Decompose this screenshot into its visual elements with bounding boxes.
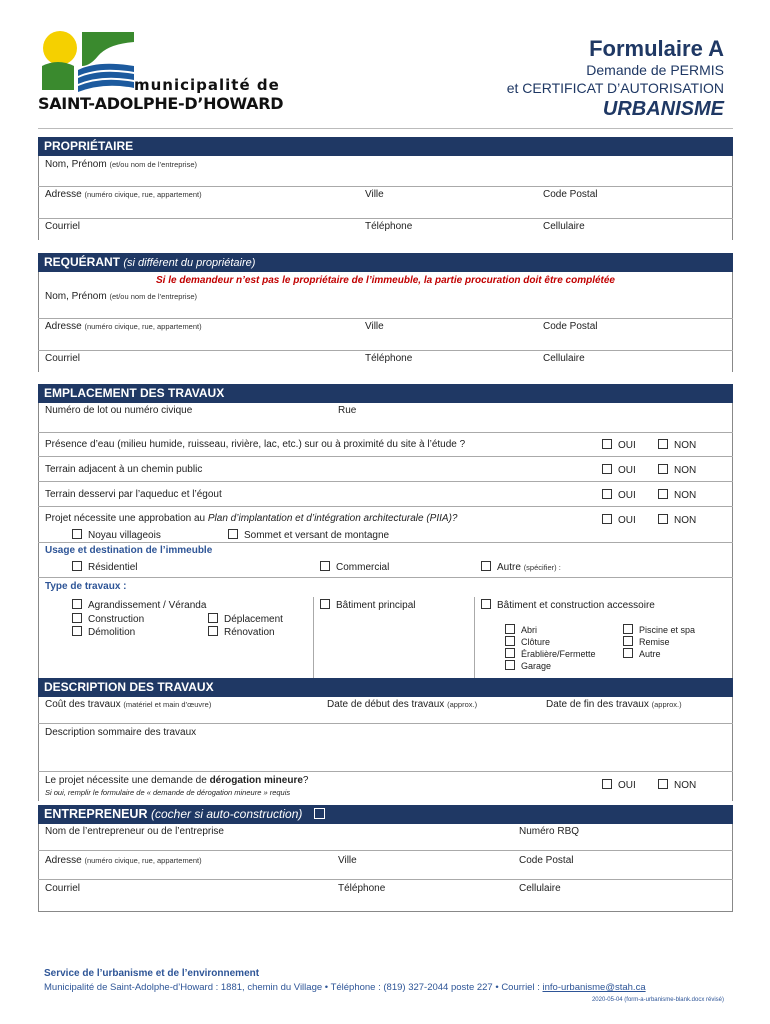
question-chemin-public: Terrain adjacent à un chemin public	[45, 464, 203, 475]
entrepreneur-telephone-label[interactable]: Téléphone	[338, 883, 386, 894]
presence-eau-oui-checkbox[interactable]: OUI	[602, 439, 636, 451]
type-deplacement-checkbox[interactable]: Déplacement	[208, 613, 283, 625]
derogation-non-checkbox[interactable]: NON	[658, 779, 696, 791]
question-presence-eau: Présence d’eau (milieu humide, ruisseau, rivière, lac, etc.) sur ou à proximité du site à l’étude ?	[45, 439, 466, 450]
divider	[38, 350, 733, 351]
entrepreneur-rbq-label[interactable]: Numéro RBQ	[519, 826, 580, 837]
derogation-note: Si oui, remplir le formulaire de « demande de dérogation mineure » requis	[45, 788, 291, 797]
requerant-ville-label[interactable]: Ville	[365, 321, 384, 332]
accessoire-piscine-checkbox[interactable]: Piscine et spa	[623, 624, 695, 635]
section-title: PROPRIÉTAIRE	[44, 139, 134, 153]
section-description-header: DESCRIPTION DES TRAVAUX	[38, 678, 733, 697]
proprietaire-nom-label[interactable]: Nom, Prénom (et/ou nom de l’entreprise)	[45, 159, 198, 170]
proprietaire-ville-label[interactable]: Ville	[365, 189, 384, 200]
footer-service: Service de l’urbanisme et de l’environnement	[44, 968, 260, 979]
description-debut-label[interactable]: Date de début des travaux (approx.)	[327, 699, 478, 710]
requerant-adresse-label[interactable]: Adresse (numéro civique, rue, appartement)	[45, 321, 202, 332]
section-proprietaire-header	[38, 137, 733, 156]
section-requerant-header: REQUÉRANT (si différent du propriétaire)	[38, 253, 733, 272]
requerant-code-postal-label[interactable]: Code Postal	[543, 321, 598, 332]
column-divider	[474, 597, 475, 678]
usage-residentiel-checkbox[interactable]: Résidentiel	[72, 561, 137, 573]
description-cout-label[interactable]: Coût des travaux (matériel et main d’œuvre)	[45, 699, 212, 710]
question-aqueduc: Terrain desservi par l’aqueduc et l’égout	[45, 489, 222, 500]
derogation-oui-checkbox[interactable]: OUI	[602, 779, 636, 791]
form-subtitle-3: URBANISME	[602, 98, 724, 120]
entrepreneur-code-postal-label[interactable]: Code Postal	[519, 855, 574, 866]
accessoire-erabliere-checkbox[interactable]: Érablière/Fermette	[505, 648, 596, 659]
type-construction-checkbox[interactable]: Construction	[72, 613, 144, 625]
accessoire-garage-checkbox[interactable]: Garage	[505, 660, 551, 671]
chemin-public-non-checkbox[interactable]: NON	[658, 464, 696, 476]
description-fin-label[interactable]: Date de fin des travaux (approx.)	[546, 699, 682, 710]
header-divider	[38, 128, 733, 129]
usage-autre-checkbox[interactable]: Autre (spécifier) :	[481, 561, 561, 573]
emplacement-lot-label[interactable]: Numéro de lot ou numéro civique	[45, 405, 193, 416]
type-renovation-checkbox[interactable]: Rénovation	[208, 626, 275, 638]
aqueduc-oui-checkbox[interactable]: OUI	[602, 489, 636, 501]
proprietaire-code-postal-label[interactable]: Code Postal	[543, 189, 598, 200]
column-divider	[313, 597, 314, 678]
piia-oui-checkbox[interactable]: OUI	[602, 514, 636, 526]
form-title: Formulaire A	[589, 36, 724, 61]
form-subtitle-1: Demande de PERMIS	[586, 62, 724, 78]
entrepreneur-cellulaire-label[interactable]: Cellulaire	[519, 883, 561, 894]
footer-revision: 2020-05-04 (form-a-urbanisme-blank.docx révisé)	[591, 997, 724, 1003]
type-travaux-title: Type de travaux :	[45, 581, 127, 592]
divider	[38, 432, 733, 433]
usage-title: Usage et destination de l’immeuble	[45, 545, 213, 556]
entrepreneur-nom-label[interactable]: Nom de l’entrepreneur ou de l’entreprise	[45, 826, 224, 837]
divider	[38, 318, 733, 319]
emplacement-rue-label[interactable]: Rue	[338, 405, 357, 416]
divider	[38, 506, 733, 507]
entrepreneur-ville-label[interactable]: Ville	[338, 855, 357, 866]
question-piia: Projet nécessite une approbation au Plan d’implantation et d’intégration architecturale (PIIA)?	[45, 513, 458, 524]
presence-eau-non-checkbox[interactable]: NON	[658, 439, 696, 451]
divider	[38, 577, 733, 578]
requerant-warning: Si le demandeur n’est pas le propriétaire de l’immeuble, la partie procuration doit être complétée	[155, 275, 615, 286]
form-subtitle-2: et CERTIFICAT D’AUTORISATION	[506, 80, 724, 96]
section-emplacement-header: EMPLACEMENT DES TRAVAUX	[38, 384, 733, 403]
section-entrepreneur-header: ENTREPRENEUR (cocher si auto-construction)	[38, 805, 733, 824]
piia-sommet-montagne-checkbox[interactable]: Sommet et versant de montagne	[228, 529, 389, 541]
type-batiment-principal-checkbox[interactable]: Bâtiment principal	[320, 599, 415, 611]
accessoire-autre-checkbox[interactable]: Autre	[623, 648, 661, 659]
piia-noyau-villageois-checkbox[interactable]: Noyau villageois	[72, 529, 161, 541]
footer-email-link[interactable]: info-urbanisme@stah.ca	[542, 982, 646, 993]
chemin-public-oui-checkbox[interactable]: OUI	[602, 464, 636, 476]
footer-contact: Municipalité de Saint-Adolphe-d’Howard : 1881, chemin du Village • Téléphone : (819) 327-2044 poste 227 • Courriel : info-urbanisme@stah.ca	[44, 982, 646, 993]
divider	[38, 723, 733, 724]
divider	[38, 481, 733, 482]
description-sommaire-label[interactable]: Description sommaire des travaux	[45, 727, 197, 738]
requerant-nom-label[interactable]: Nom, Prénom (et/ou nom de l’entreprise)	[45, 291, 198, 302]
logo-line1: municipalité de	[134, 76, 280, 94]
divider	[38, 456, 733, 457]
type-demolition-checkbox[interactable]: Démolition	[72, 626, 135, 638]
accessoire-cloture-checkbox[interactable]: Clôture	[505, 636, 550, 647]
entrepreneur-adresse-label[interactable]: Adresse (numéro civique, rue, appartement)	[45, 855, 202, 866]
divider	[38, 218, 733, 219]
divider	[38, 850, 733, 851]
divider	[38, 771, 733, 772]
proprietaire-cellulaire-label[interactable]: Cellulaire	[543, 221, 585, 232]
question-derogation: Le projet nécessite une demande de dérogation mineure?	[45, 775, 309, 786]
logo-line2: SAINT-ADOLPHE-D’HOWARD	[38, 94, 284, 113]
aqueduc-non-checkbox[interactable]: NON	[658, 489, 696, 501]
proprietaire-adresse-label[interactable]: Adresse (numéro civique, rue, appartement)	[45, 189, 202, 200]
usage-commercial-checkbox[interactable]: Commercial	[320, 561, 389, 573]
requerant-courriel-label[interactable]: Courriel	[45, 353, 81, 364]
municipality-logo	[38, 30, 288, 115]
logo-emblem-icon	[38, 30, 138, 92]
accessoire-remise-checkbox[interactable]: Remise	[623, 636, 670, 647]
auto-construction-checkbox[interactable]	[314, 808, 325, 819]
divider	[38, 879, 733, 880]
type-agrandissement-checkbox[interactable]: Agrandissement / Véranda	[72, 599, 206, 611]
piia-non-checkbox[interactable]: NON	[658, 514, 696, 526]
proprietaire-telephone-label[interactable]: Téléphone	[365, 221, 413, 232]
divider	[38, 186, 733, 187]
divider	[38, 542, 733, 543]
accessoire-abri-checkbox[interactable]: Abri	[505, 624, 537, 635]
entrepreneur-courriel-label[interactable]: Courriel	[45, 883, 81, 894]
requerant-cellulaire-label[interactable]: Cellulaire	[543, 353, 585, 364]
entrepreneur-frame	[38, 824, 733, 912]
type-batiment-accessoire-checkbox[interactable]: Bâtiment et construction accessoire	[481, 599, 655, 611]
requerant-telephone-label[interactable]: Téléphone	[365, 353, 413, 364]
proprietaire-courriel-label[interactable]: Courriel	[45, 221, 81, 232]
